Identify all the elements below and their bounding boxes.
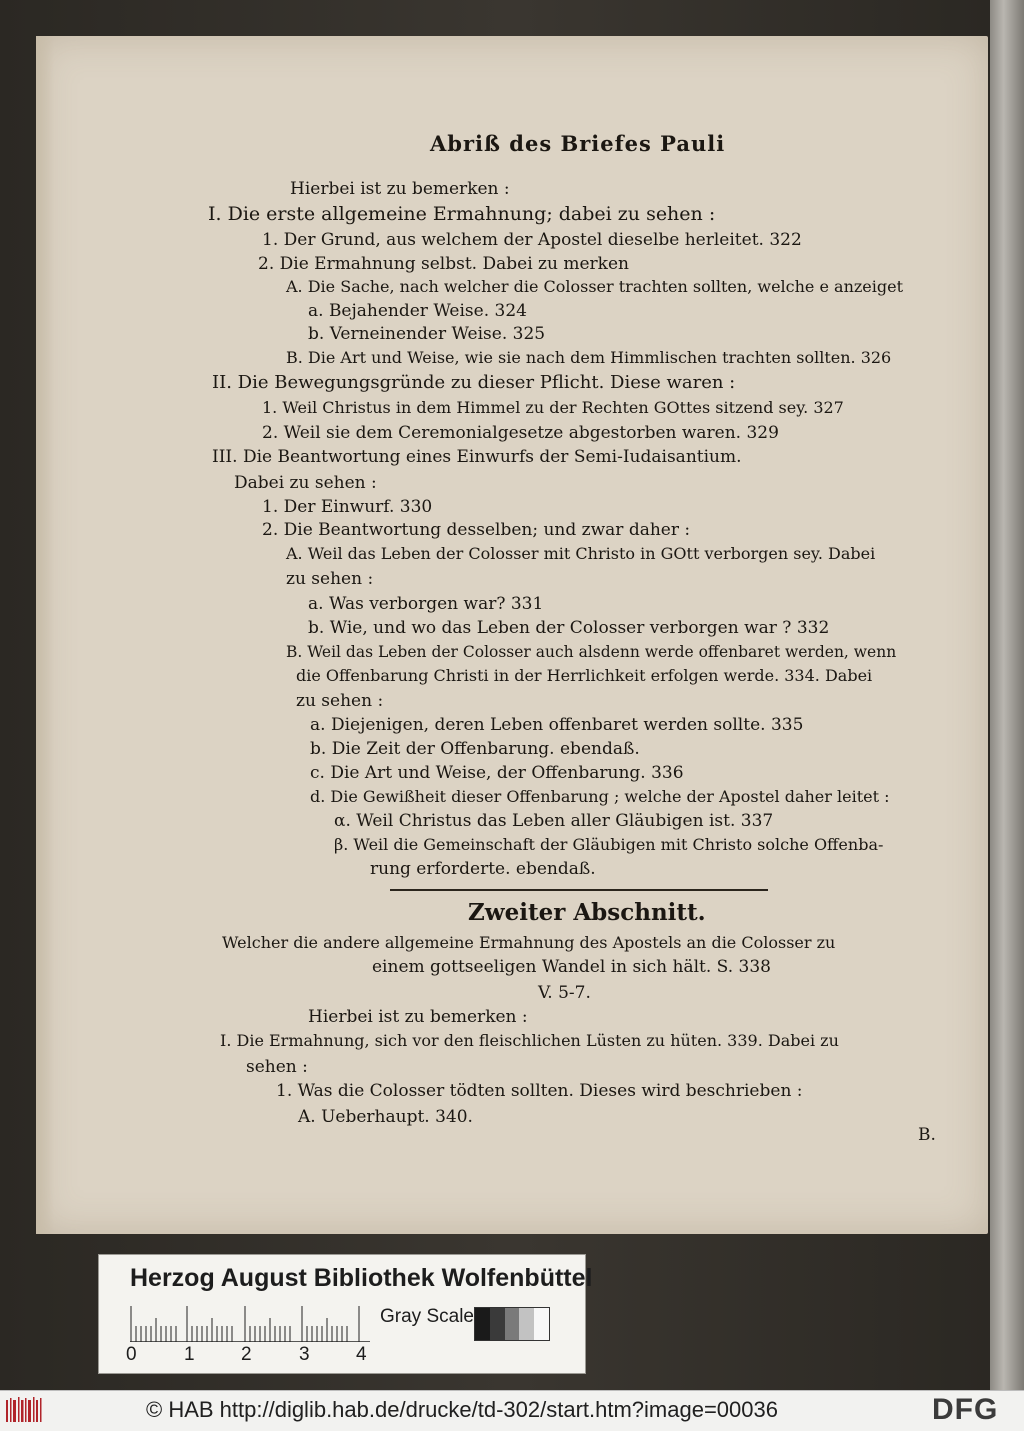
text-line: 1. Weil Christus in dem Himmel zu der Rechten GOttes sitzend sey. 327 — [262, 398, 844, 417]
ruler-number: 3 — [299, 1344, 310, 1365]
catchword: B. — [918, 1125, 936, 1145]
running-head: Abriß des Briefes Pauli — [430, 131, 726, 156]
gray-scale-label: Gray Scale — [380, 1306, 474, 1327]
text-line: b. Wie, und wo das Leben der Colosser verborgen war ? 332 — [308, 618, 830, 638]
ruler-number: 4 — [356, 1344, 367, 1365]
gray-scale-swatch — [474, 1307, 550, 1341]
text-line: d. Die Gewißheit dieser Offenbarung ; welche der Apostel daher leitet : — [310, 787, 890, 806]
text-line: b. Die Zeit der Offenbarung. ebendaß. — [310, 739, 640, 759]
verse-ref: V. 5-7. — [538, 983, 591, 1003]
text-line: Hierbei ist zu bemerken : — [290, 179, 510, 199]
section-divider — [390, 889, 768, 891]
text-line: b. Verneinender Weise. 325 — [308, 324, 546, 344]
text-line: a. Bejahender Weise. 324 — [308, 301, 527, 321]
text-line: c. Die Art und Weise, der Offenbarung. 336 — [310, 763, 684, 783]
text-line: 1. Der Einwurf. 330 — [262, 497, 433, 517]
text-line: Dabei zu sehen : — [234, 473, 377, 493]
text-line: 2. Die Ermahnung selbst. Dabei zu merken — [258, 254, 629, 274]
text-line: sehen : — [246, 1057, 308, 1077]
text-line: 2. Die Beantwortung desselben; und zwar daher : — [262, 520, 691, 540]
text-line: rung erforderte. ebendaß. — [370, 859, 596, 879]
dfg-logo: DFG — [932, 1393, 999, 1426]
text-line: B. Weil das Leben der Colosser auch alsdenn werde offenbaret werden, wenn — [286, 643, 897, 661]
page-edge — [990, 0, 1024, 1390]
text-line: α. Weil Christus das Leben aller Gläubigen ist. 337 — [334, 811, 774, 831]
text-line: II. Die Bewegungsgründe zu dieser Pflicht. Diese waren : — [212, 372, 736, 393]
text-line: III. Die Beantwortung eines Einwurfs der Semi-Iudaisantium. — [212, 447, 742, 467]
text-line: einem gottseeligen Wandel in sich hält. S. 338 — [372, 957, 771, 977]
library-name: Herzog August Bibliothek Wolfenbüttel — [130, 1264, 593, 1292]
text-line: B. Die Art und Weise, wie sie nach dem Himmlischen trachten sollten. 326 — [286, 348, 892, 367]
text-line: Welcher die andere allgemeine Ermahnung des Apostels an die Colosser zu — [222, 933, 836, 952]
text-line: zu sehen : — [296, 691, 384, 711]
text-line: a. Was verborgen war? 331 — [308, 594, 544, 614]
text-line: I. Die Ermahnung, sich vor den fleischlichen Lüsten zu hüten. 339. Dabei zu — [220, 1031, 839, 1050]
section-heading: Zweiter Abschnitt. — [468, 899, 706, 926]
barcode-icon — [4, 1394, 44, 1426]
text-line: A. Die Sache, nach welcher die Colosser trachten sollten, welche e anzeiget — [286, 277, 904, 296]
copyright-url[interactable]: © HAB http://diglib.hab.de/drucke/td-302/start.htm?image=00036 — [146, 1397, 778, 1422]
text-line: Hierbei ist zu bemerken : — [308, 1007, 528, 1027]
text-line: 2. Weil sie dem Ceremonialgesetze abgestorben waren. 329 — [262, 423, 779, 443]
ruler-number: 2 — [241, 1344, 252, 1365]
text-line: A. Ueberhaupt. 340. — [298, 1107, 473, 1127]
text-line: a. Diejenigen, deren Leben offenbaret werden sollte. 335 — [310, 715, 804, 735]
text-line: die Offenbarung Christi in der Herrlichkeit erfolgen werde. 334. Dabei — [296, 666, 873, 685]
ruler-number: 0 — [126, 1344, 137, 1365]
text-line: A. Weil das Leben der Colosser mit Christo in GOtt verborgen sey. Dabei — [286, 544, 876, 563]
text-line: zu sehen : — [286, 569, 374, 589]
ruler-number: 1 — [184, 1344, 195, 1365]
text-line: 1. Der Grund, aus welchem der Apostel dieselbe herleitet. 322 — [262, 230, 802, 250]
text-line: I. Die erste allgemeine Ermahnung; dabei zu sehen : — [208, 203, 716, 225]
page-gutter-shadow — [36, 36, 54, 1234]
text-line: β. Weil die Gemeinschaft der Gläubigen mit Christo solche Offenba- — [334, 835, 884, 854]
measurement-ruler — [130, 1306, 370, 1342]
text-line: 1. Was die Colosser tödten sollten. Dieses wird beschrieben : — [276, 1081, 803, 1101]
